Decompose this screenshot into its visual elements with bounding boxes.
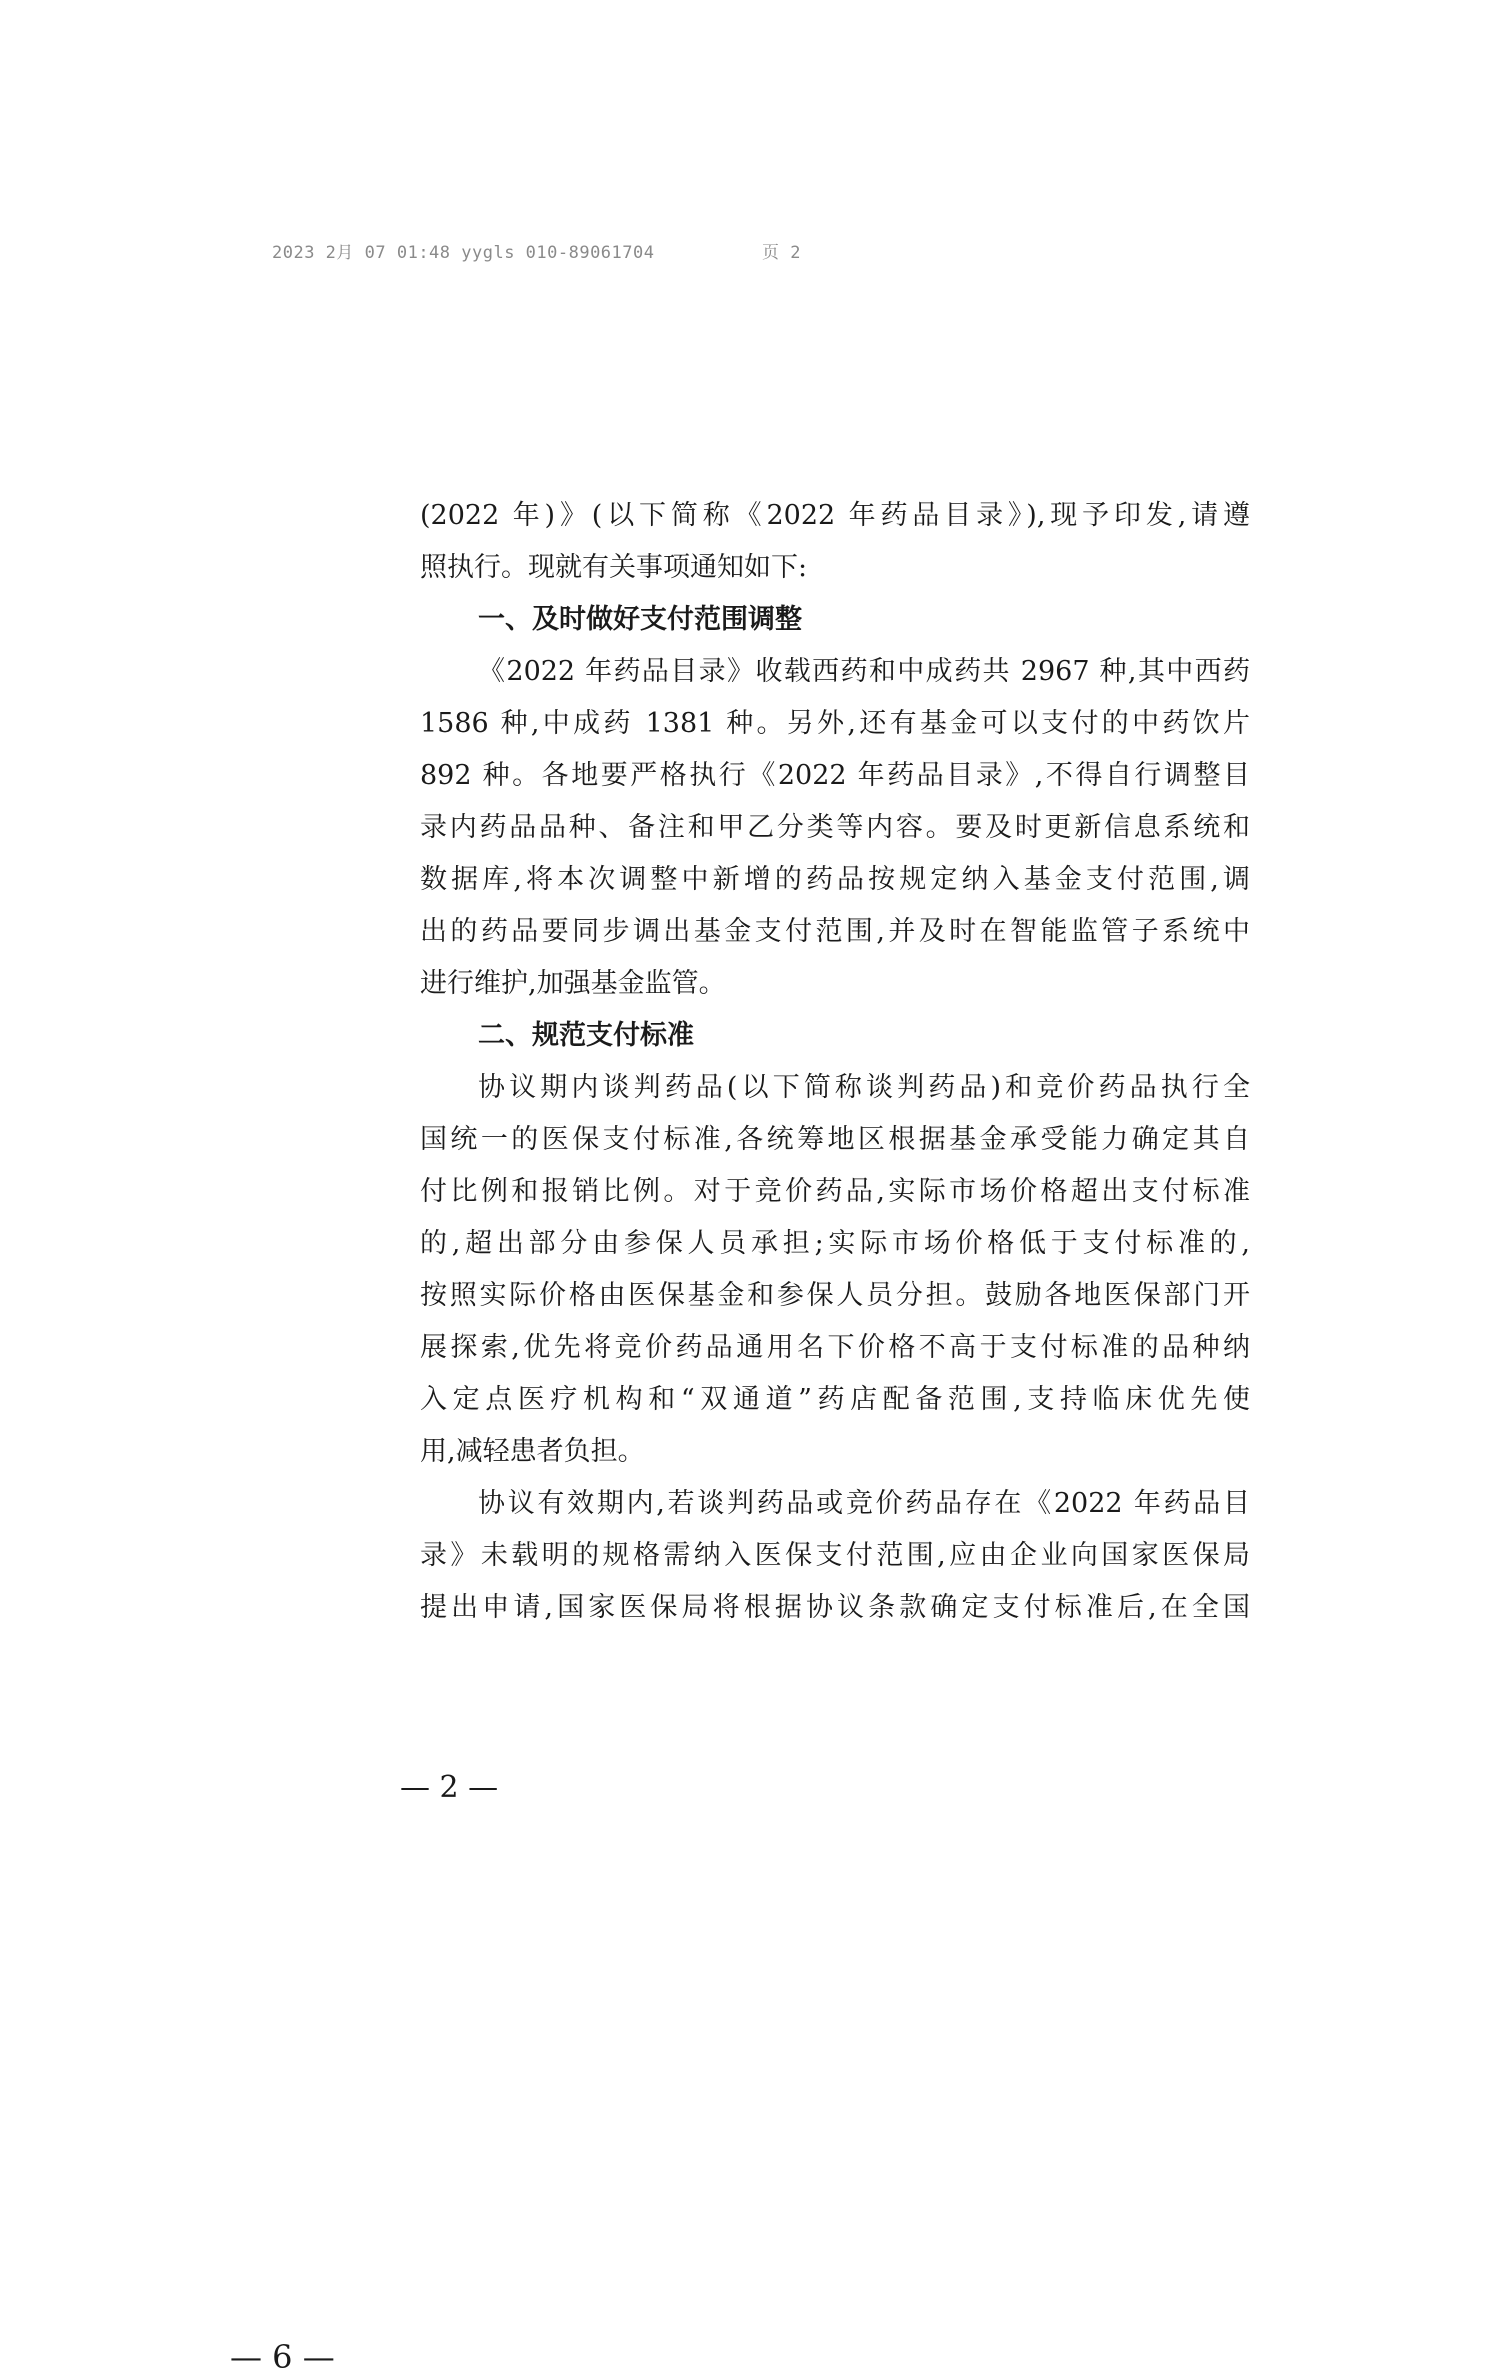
section-heading: 一、及时做好支付范围调整 [478, 604, 802, 635]
body-line: 1586 种,中成药 1381 种。另外,还有基金可以支付的中药饮片 [420, 708, 1250, 739]
body-line: 数据库,将本次调整中新增的药品按规定纳入基金支付范围,调 [420, 864, 1250, 895]
fax-page-label: 页 2 [762, 243, 801, 263]
body-line: 出的药品要同步调出基金支付范围,并及时在智能监管子系统中 [420, 916, 1250, 947]
inner-page-number: — 2 — [400, 1770, 499, 1805]
body-line: 按照实际价格由医保基金和参保人员分担。鼓励各地医保部门开 [420, 1280, 1250, 1311]
fax-header [272, 238, 801, 263]
body-line: 录》未载明的规格需纳入医保支付范围,应由企业向国家医保局 [420, 1540, 1250, 1571]
body-line: 协议有效期内,若谈判药品或竞价药品存在《2022 年药品目 [478, 1488, 1250, 1519]
body-line: 的,超出部分由参保人员承担;实际市场价格低于支付标准的, [420, 1228, 1250, 1259]
outer-page-number: — 6 — [230, 2338, 335, 2376]
fax-header-info: 2023 2月 07 01:48 yygls 010-89061704 [272, 243, 655, 263]
body-line: 进行维护,加强基金监管。 [420, 968, 726, 999]
body-line: 协议期内谈判药品(以下简称谈判药品)和竞价药品执行全 [478, 1072, 1250, 1103]
body-line: 展探索,优先将竞价药品通用名下价格不高于支付标准的品种纳 [420, 1332, 1250, 1363]
body-line: 提出申请,国家医保局将根据协议条款确定支付标准后,在全国 [420, 1592, 1250, 1623]
body-line: 录内药品品种、备注和甲乙分类等内容。要及时更新信息系统和 [420, 812, 1250, 843]
body-line: 照执行。现就有关事项通知如下: [420, 552, 808, 583]
body-line: 国统一的医保支付标准,各统筹地区根据基金承受能力确定其自 [420, 1124, 1250, 1155]
body-line: (2022 年)》(以下简称《2022 年药品目录》),现予印发,请遵 [420, 500, 1250, 531]
body-line: 入定点医疗机构和“双通道”药店配备范围,支持临床优先使 [420, 1384, 1250, 1415]
section-heading: 二、规范支付标准 [478, 1020, 694, 1051]
body-line: 《2022 年药品目录》收载西药和中成药共 2967 种,其中西药 [478, 656, 1250, 687]
body-line: 付比例和报销比例。对于竞价药品,实际市场价格超出支付标准 [420, 1176, 1250, 1207]
document-body [420, 490, 1250, 1634]
body-line: 892 种。各地要严格执行《2022 年药品目录》,不得自行调整目 [420, 760, 1250, 791]
body-line: 用,减轻患者负担。 [420, 1436, 645, 1467]
